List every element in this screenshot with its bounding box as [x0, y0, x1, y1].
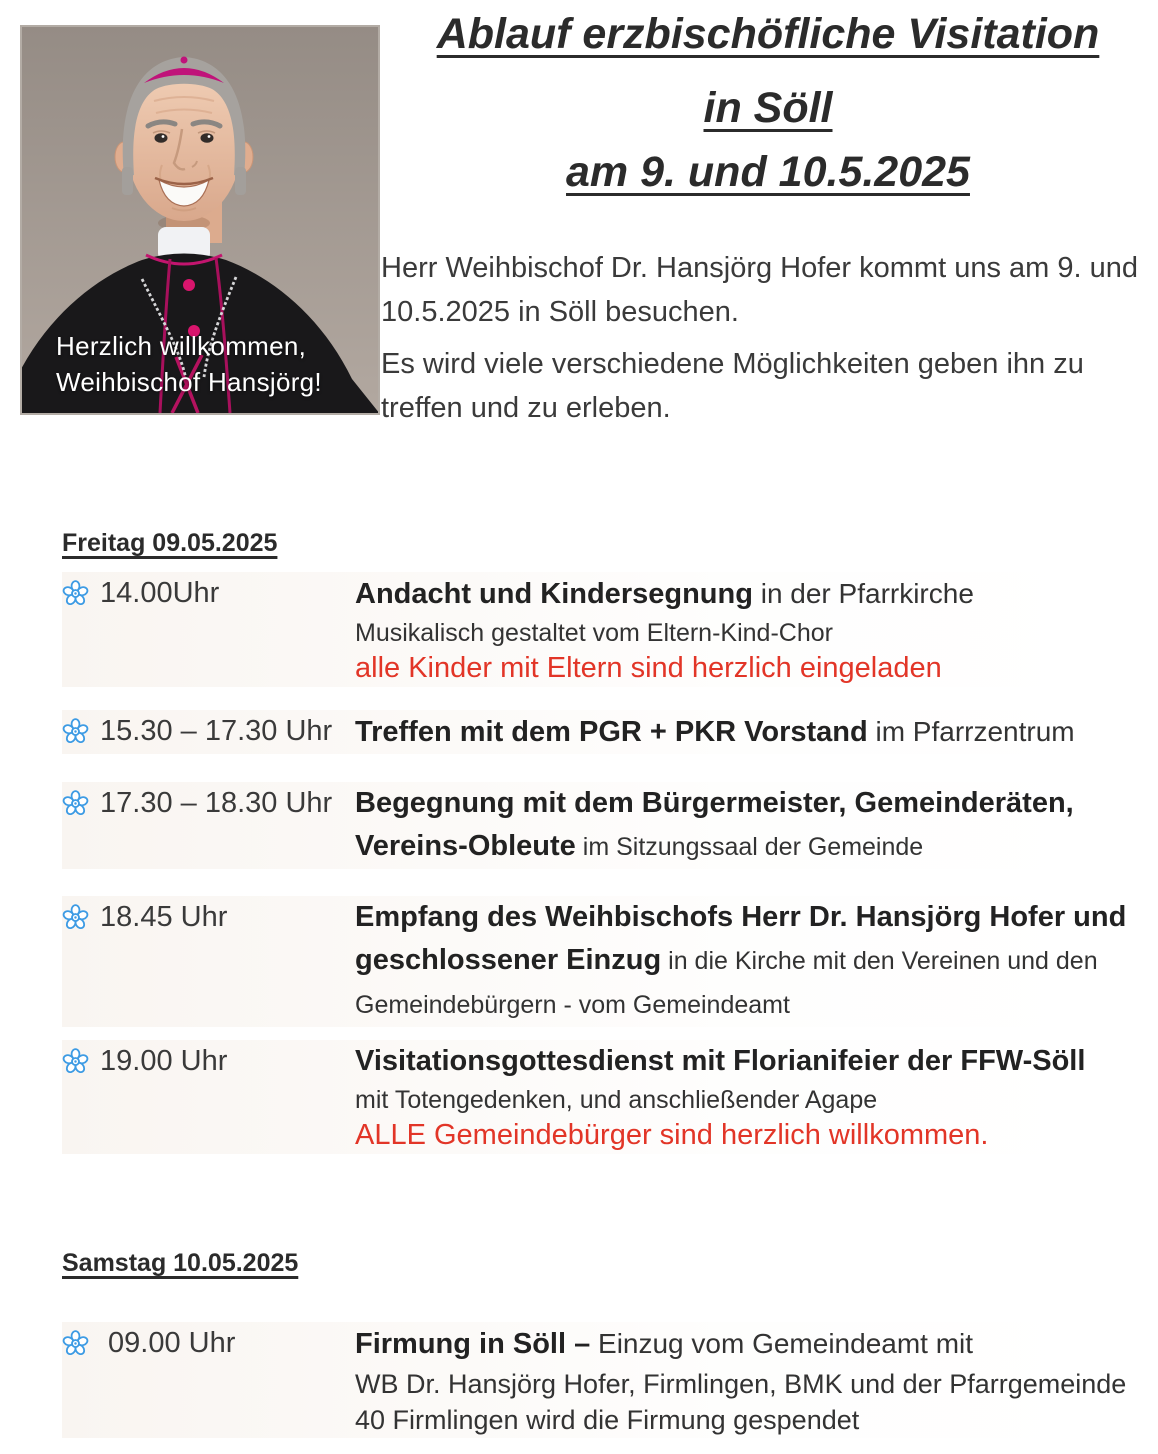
event-time: 14.00Uhr [100, 577, 220, 609]
flower-bullet-icon [62, 580, 89, 607]
event-title: Begegnung mit dem Bürgermeister, Gemeinderäten, Vereins-Obleute [355, 787, 1074, 862]
event-description [355, 1040, 1142, 1154]
section-header-saturday: Samstag 10.05.2025 [62, 1249, 299, 1277]
event-title: Treffen mit dem PGR + PKR Vorstand [355, 716, 868, 748]
event-highlight: alle Kinder mit Eltern sind herzlich eingeladen [355, 652, 942, 684]
page-title-location: in Söll [703, 84, 833, 132]
event-description [355, 782, 1142, 869]
event-location: im Pfarrzentrum [867, 716, 1075, 747]
event-time: 09.00 Uhr [108, 1327, 236, 1359]
event-note: mit Totengedenken, und anschließender Agape [355, 1086, 878, 1114]
section-header-friday: Freitag 09.05.2025 [62, 529, 278, 557]
schedule-row-pgr-pkr [62, 710, 1142, 754]
photo-caption-line1: Herzlich willkommen, [56, 331, 307, 361]
event-note: WB Dr. Hansjörg Hofer, Firmlingen, BMK und der Pfarrgemeinde [355, 1369, 1127, 1399]
bishop-photo [20, 25, 380, 415]
intro-paragraph-2: Es wird viele verschiedene Möglichkeiten geben ihn zu treffen und zu erleben. [381, 348, 1084, 424]
event-location: im Sitzungssaal der Gemeinde [575, 833, 924, 861]
schedule-row-visitationsgottesdienst [62, 1040, 1142, 1154]
event-title: Visitationsgottesdienst mit Florianifeier der FFW-Söll [355, 1045, 1086, 1077]
event-location: in die Kirche mit den Vereinen und den Gemeindebürgern - vom Gemeindeamt [355, 947, 1098, 1019]
event-description [355, 896, 1142, 1027]
intro-paragraph-1: Herr Weihbischof Dr. Hansjörg Hofer kommt uns am 9. und 10.5.2025 in Söll besuchen. [381, 252, 1138, 328]
event-description [355, 1322, 1142, 1438]
flower-bullet-icon [62, 1330, 89, 1357]
schedule-row-andacht [62, 572, 1142, 687]
event-location: in der Pfarrkirche [752, 578, 974, 609]
page-title: Ablauf erzbischöfliche Visitation [436, 10, 1100, 58]
flower-bullet-icon [62, 904, 89, 931]
event-time: 18.45 Uhr [100, 901, 228, 933]
event-note-2: 40 Firmlingen wird die Firmung gespendet [355, 1405, 860, 1435]
schedule-row-buergermeister [62, 782, 1142, 869]
event-time: 17.30 – 18.30 Uhr [100, 787, 333, 819]
event-title: Firmung in Söll – [355, 1328, 591, 1360]
event-title: Andacht und Kindersegnung [355, 578, 753, 610]
event-title: Empfang des Weihbischofs Herr Dr. Hansjörg Hofer und geschlossener Einzug [355, 901, 1127, 976]
event-description [355, 572, 1142, 687]
flower-bullet-icon [62, 718, 89, 745]
event-detail: Einzug vom Gemeindeamt mit [590, 1328, 974, 1359]
event-highlight: ALLE Gemeindebürger sind herzlich willkommen. [355, 1119, 989, 1151]
schedule-row-empfang [62, 896, 1142, 1027]
photo-caption-line2: Weihbischof Hansjörg! [56, 367, 322, 397]
photo-caption [56, 328, 322, 400]
schedule-row-firmung [62, 1322, 1142, 1438]
flower-bullet-icon [62, 1048, 89, 1075]
event-time: 19.00 Uhr [100, 1045, 228, 1077]
event-note: Musikalisch gestaltet vom Eltern-Kind-Chor [355, 619, 833, 647]
page-title-date: am 9. und 10.5.2025 [566, 148, 970, 196]
event-description [355, 710, 1142, 754]
flower-bullet-icon [62, 790, 89, 817]
event-time: 15.30 – 17.30 Uhr [100, 715, 333, 747]
